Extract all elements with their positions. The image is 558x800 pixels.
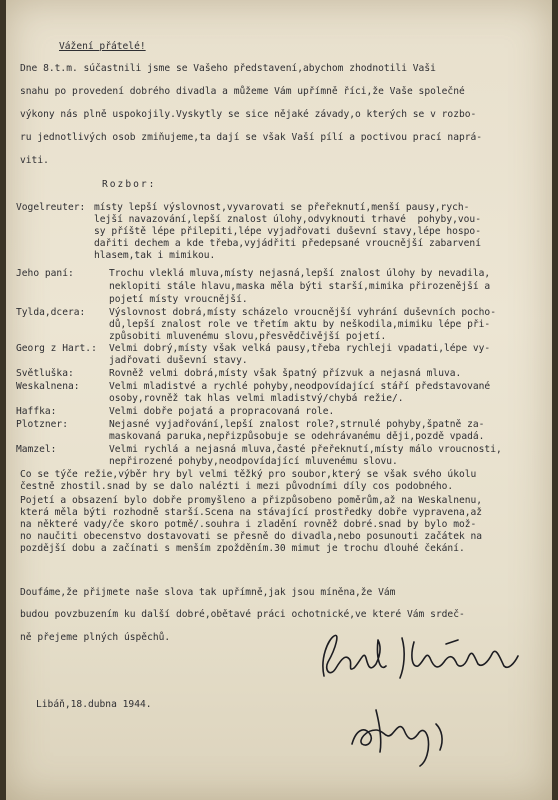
salutation: Vážení přátelé! — [59, 41, 146, 52]
role-line: osoby,rovněž tak hlas velmi mladistvý/chybá režie/. — [109, 393, 404, 404]
closing-line: no naučiti obecenstvo dostavovati se přesně do divadla,nebo posunouti začátek na — [20, 531, 483, 542]
intro-line: Dne 8.t.m. súčastnili jsme se Vašeho představení,abychom zhodnotili Vaši — [20, 63, 436, 74]
role-line: dařiti dechem a kde třeba,vyjádřiti předepsané vroucnější zabarvení — [94, 238, 481, 249]
role-line: lejší navazování,lepší znalost úlohy,odvyknouti trhavé pohyby,vou- — [94, 214, 481, 225]
role-line: Velmi dobrý,místy však velká pausy,třeba rychleji vpadati,lépe vy- — [109, 343, 491, 354]
letter-page — [6, 0, 552, 800]
role-line: Velmi dobře pojatá a propracovaná role. — [109, 406, 335, 417]
role-name: Haffka: — [16, 406, 57, 417]
intro-line: viti. — [20, 155, 49, 166]
role-name: Plotzner: — [16, 419, 68, 430]
role-line: hlasem,tak i mimikou. — [94, 250, 216, 261]
role-line: způsobiti mluvenému slovu,přesvědčivější pojetí. — [109, 331, 387, 342]
role-line: nepřirozené pohyby,neodpovídající mluvenému slovu. — [109, 456, 398, 467]
intro-line: snahu po provedení dobrého divadla a můžeme Vám upřímně říci,že Vaše společné — [20, 86, 465, 97]
role-name: Mamzel: — [16, 444, 57, 455]
place-date: Libáň,18.dubna 1944. — [36, 699, 152, 710]
final-line: ně přejeme plných úspěchů. — [20, 632, 171, 643]
role-line: sy příště lépe přilepiti,lépe vyjadřovati duševní stavy,lépe hospo- — [94, 226, 481, 237]
role-line: pojetí místy vroucnější. — [109, 294, 248, 305]
section-heading: Rozbor: — [102, 179, 157, 190]
role-name: Tylda,dcera: — [16, 307, 86, 318]
closing-line: Pojetí a obsazení bylo dobře promyšleno a přizpůsobeno poměrům,až na Weskalnenu, — [20, 495, 483, 506]
role-name: Světluška: — [16, 368, 74, 379]
role-line: jadřovati duševní stavy. — [109, 355, 248, 366]
closing-line: čestně zhostil.snad by se dalo nalézti i mezi původními díly cos podobného. — [20, 481, 454, 492]
role-name: Georg z Hart.: — [16, 343, 97, 354]
final-line: Doufáme,že přijmete naše slova tak upřímně,jak jsou míněna,že Vám — [20, 587, 396, 598]
signature-icon — [346, 700, 456, 770]
signature-icon — [306, 628, 536, 698]
role-line: dů,lepší znalost role ve třetím aktu by neškodila,mimiku lépe při- — [109, 319, 491, 330]
role-line: místy lepší výslovnost,vyvarovati se přeřeknutí,menší pausy,rych- — [94, 202, 470, 213]
role-line: Velmi rychlá a nejasná mluva,časté přeřeknutí,místy málo vroucnosti, — [109, 444, 502, 455]
final-line: budou povzbuzením ku další dobré,obětavé práci ochotnické,ve které Vám srdeč- — [20, 609, 465, 620]
closing-line: pozdější dobu a začínati s menším zpožděním.30 mimut je trochu dlouhé čekání. — [20, 543, 465, 554]
role-name: Weskalnena: — [16, 381, 80, 392]
role-line: neklopiti stále hlavu,maska měla býti starší,mimika přirozenější a — [109, 281, 491, 292]
role-line: Rovněž velmi dobrá,místy však špatný přízvuk a nejasná mluva. — [109, 368, 462, 379]
role-line: Nejasné vyjadřování,lepší znalost role?,strnulé pohyby,špatně za- — [109, 419, 485, 430]
role-line: Velmi mladistvé a rychlé pohyby,neodpovídající stáří představované — [109, 381, 491, 392]
role-name: Jeho paní: — [16, 268, 74, 279]
role-name: Vogelreuter: — [16, 202, 86, 213]
closing-line: Co se týče režie,výběr hry byl velmi těžký pro soubor,který se však svého úkolu — [20, 469, 477, 480]
closing-line: na některé vady/če skoro potmě/.souhra i zladění rovněž dobré.snad by bylo mož- — [20, 519, 477, 530]
role-line: Výslovnost dobrá,místy scházelo vroucnější vyhrání duševních pocho- — [109, 307, 496, 318]
closing-line: která měla býti rozhodně starší.Scena na stávající prostředky dobře vypravena,až — [20, 507, 483, 518]
intro-line: výkony nás plně uspokojily.Vyskytly se sice nějaké závady,o kterých se v rozbo- — [20, 109, 477, 120]
intro-line: ru jednotlivých osob zmiňujeme,ta dají se však Vaší pílí a poctivou prací naprá- — [20, 132, 483, 143]
role-line: maskovaná paruka,nepřizpůsobuje se odehrávanému ději,pozdě vpadá. — [109, 431, 485, 442]
role-line: Trochu vleklá mluva,místy nejasná,lepší znalost úlohy by nevadila, — [109, 268, 491, 279]
